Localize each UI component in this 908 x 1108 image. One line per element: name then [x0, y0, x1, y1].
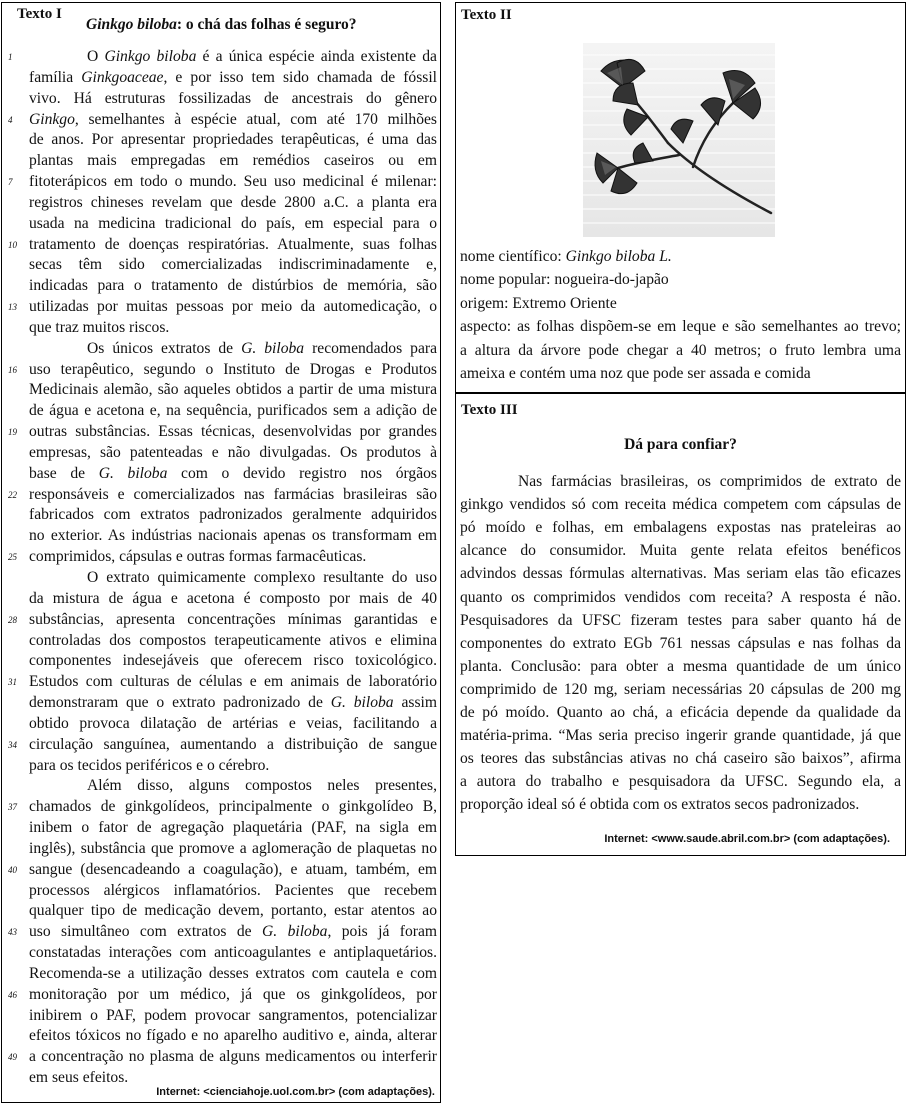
text-line: matéria-prima. “Mas seria preciso ingerir grande quantidade, já que	[460, 727, 901, 745]
text-line: circulação sanguínea, aumentando a distribuição de sangue	[29, 735, 437, 753]
text-line: Estudos com culturas de células e em animais de laboratório	[29, 673, 437, 691]
text-line: vivo. Há estruturas fossilizadas de ancestrais do gênero	[29, 89, 437, 107]
text-line: registros chineses revelam que desde 2800 a.C. a planta era	[29, 193, 437, 211]
text-line: chamados de ginkgolídeos, principalmente o ginkgolídeo B,	[29, 798, 437, 816]
text-line: demonstraram que o extrato padronizado de G. biloba assim	[29, 694, 437, 712]
text-line: constatadas interações com anticoagulantes e antiplaquetários.	[29, 944, 437, 962]
text-line: ginkgo vendidos só com receita médica competem com cápsulas de	[460, 496, 901, 514]
text-line: sangue (desencadeando a coagulação), e atuam, também, em	[29, 860, 437, 878]
text-line: plantas mais empregadas em remédios caseiros ou em	[29, 152, 437, 170]
text-line: componentes do extrato EGb 761 nessas cápsulas e nas folhas da	[460, 634, 901, 652]
texto-3-source: Internet: <www.saude.abril.com.br> (com adaptações).	[604, 833, 890, 845]
text-line: nome popular: nogueira-do-japão	[460, 271, 669, 289]
text-line: O extrato quimicamente complexo resultante do uso	[87, 569, 437, 586]
text-line: responsáveis e comercializados nas farmácias brasileiras são	[29, 485, 437, 503]
text-line: os teores das substâncias ativas no chá caseiro são baixos”, afirma	[460, 750, 901, 768]
text-line: comprimidos, cápsulas e outras formas farmacêuticas.	[29, 548, 367, 566]
text-line: Nas farmácias brasileiras, os comprimidos de extrato de	[518, 473, 901, 490]
line-number: 10	[8, 239, 17, 250]
text-line: para os tecidos periféricos e o cérebro.	[29, 756, 270, 774]
line-number: 28	[8, 614, 17, 625]
ginkgo-branch-photo-icon	[583, 43, 775, 237]
text-line: utilizadas por muitas pessoas por meio da automedicação, o	[29, 298, 437, 316]
texto-3-panel	[455, 393, 906, 856]
line-number: 31	[8, 677, 17, 688]
text-line: processos alérgicos inflamatórios. Pacientes que recebem	[29, 881, 437, 899]
text-line: ameixa e contém uma noz que pode ser assada e comida	[460, 365, 811, 382]
texto-1-title-species: Ginkgo biloba	[86, 16, 177, 33]
text-line: substâncias, apresenta concentrações mínimas garantidas e	[29, 610, 437, 628]
line-number: 37	[8, 802, 17, 813]
line-number: 13	[8, 302, 17, 313]
text-line: qualquer tipo de medicação devem, portanto, estar atentos ao	[29, 902, 437, 920]
text-line: alcance do consumidor. Muita gente relata efeitos benéficos	[460, 542, 901, 560]
text-line: inibirem o PAF, podem provocar sangramentos, potencializar	[29, 1006, 437, 1024]
texto-1-title	[86, 16, 357, 34]
text-line: fabricados com extratos padronizados geralmente adquiridos	[29, 506, 437, 524]
texto-2-label: Texto II	[461, 7, 512, 23]
text-line: base de G. biloba com o devido registro nos órgãos	[29, 464, 437, 482]
text-line: Os únicos extratos de G. biloba recomendados para	[87, 339, 437, 357]
line-number: 7	[8, 177, 13, 188]
text-line: nome científico: Ginkgo biloba L.	[460, 248, 672, 265]
texto-1-label: Texto I	[17, 6, 62, 22]
text-line: família Ginkgoaceae, e por isso tem sido chamada de fóssil	[29, 68, 438, 86]
text-line: Medicinais alemão, são aqueles obtidos a partir de uma mistura	[29, 381, 437, 399]
text-line: de pó moído. Quanto ao chá, a eficácia depende da qualidade da	[460, 704, 901, 721]
text-line: pó moído e folhas, em embalagens expostas nas prateleiras ao	[460, 519, 901, 537]
text-line: quanto os comprimidos vendidos com receita? A resposta é não.	[460, 588, 901, 606]
text-line: efeitos tóxicos no fígado e no aparelho auditivo e, ainda, alterar	[29, 1027, 437, 1045]
text-line: usada na medicina tradicional do país, em especial para o	[29, 214, 437, 232]
text-line: de água e acetona e, na sequência, purificados sem a adição de	[29, 402, 437, 420]
line-number: 1	[8, 52, 13, 62]
text-line: aspecto: as folhas dispõem-se em leque e são semelhantes ao trevo;	[460, 318, 901, 336]
text-line: fitoterápicos em todo o mundo. Seu uso medicinal é milenar:	[29, 173, 437, 191]
text-line: controladas dos compostos terapeuticamente ativos e elimina	[29, 631, 437, 649]
text-line: de anos. Por apresentar propriedades terapêuticas, é uma das	[29, 131, 437, 149]
texto-1-title-rest: : o chá das folhas é seguro?	[176, 16, 357, 33]
text-line: comprimido de 120 mg, seriam necessárias 20 cápsulas de 200 mg	[460, 680, 901, 698]
text-line: Ginkgo, semelhantes à espécie atual, com até 170 milhões	[29, 110, 437, 128]
text-line: a concentração no plasma de alguns medicamentos ou interferir	[29, 1048, 437, 1066]
text-line: empresas, são patenteadas e não divulgadas. Os produtos à	[29, 443, 437, 461]
text-line: advindos dessas fórmulas alternativas. Mas seriam elas tão eficazes	[460, 565, 901, 583]
text-line: tratamento de doenças respiratórias. Atualmente, suas folhas	[29, 235, 437, 253]
text-line: a autora do trabalho e pesquisadora da UFSC. Segundo ela, a	[460, 773, 901, 791]
text-line: inglês), substância que promove a aglomeração de plaquetas no	[29, 839, 437, 857]
line-number: 16	[8, 364, 17, 375]
text-line: outras substâncias. Essas técnicas, desenvolvidas por grandes	[29, 423, 437, 441]
text-line: inibem o fator de agregação plaquetária (PAF, na sigla em	[29, 819, 437, 837]
text-line: O Ginkgo biloba é a única espécie ainda existente da	[87, 48, 437, 65]
line-number: 43	[8, 927, 17, 938]
text-line: uso simultâneo com extratos de G. biloba, pois já foram	[29, 923, 438, 941]
text-line: componentes indesejáveis que oferecem risco toxicológico.	[29, 652, 437, 670]
texto-1-panel	[1, 2, 441, 1103]
line-number: 19	[8, 427, 17, 438]
text-line: Além disso, alguns compostos neles presentes,	[87, 777, 437, 795]
texto-1-source: Internet: <cienciahoje.uol.com.br> (com adaptações).	[156, 1086, 435, 1098]
text-line: uso terapêutico, segundo o Instituto de Drogas e Produtos	[29, 360, 437, 378]
text-line: proporção ideal só é obtida com os extratos secos padronizados.	[460, 796, 860, 814]
line-number: 40	[8, 864, 17, 875]
line-number: 46	[8, 989, 17, 1000]
text-line: secas têm sido comercializadas indiscriminadamente e,	[29, 256, 437, 274]
line-number: 22	[8, 489, 17, 500]
texto-3-label: Texto III	[461, 402, 518, 418]
text-line: planta. Conclusão: para obter a mesma quantidade de um único	[460, 657, 901, 675]
texto-2-panel	[455, 2, 906, 393]
text-line: em seus efeitos.	[29, 1069, 129, 1087]
text-line: no exterior. As indústrias nacionais apenas os transformam em	[29, 527, 437, 545]
text-line: Recomenda-se a utilização desses extratos com cautela e com	[29, 964, 437, 982]
text-line: origem: Extremo Oriente	[460, 294, 617, 312]
text-line: a altura da árvore pode chegar a 40 metros; o fruto lembra uma	[460, 341, 901, 359]
text-line: da mistura de água e acetona é composto por mais de 40	[29, 589, 437, 607]
text-line: Pesquisadores da UFSC fizeram testes para saber quanto há de	[460, 611, 901, 629]
text-line: que traz muitos riscos.	[29, 318, 170, 336]
text-line: indicadas para o tratamento de distúrbios de memória, são	[29, 277, 437, 295]
line-number: 49	[8, 1052, 17, 1063]
text-line: monitoração por um médico, já que os ginkgolídeos, por	[29, 985, 437, 1003]
line-number: 34	[8, 739, 17, 750]
line-number: 25	[8, 552, 17, 563]
text-line: obtido provoca dilatação de artérias e veias, facilitando a	[29, 714, 437, 732]
texto-3-title: Dá para confiar?	[624, 436, 737, 453]
line-number: 4	[8, 114, 13, 125]
